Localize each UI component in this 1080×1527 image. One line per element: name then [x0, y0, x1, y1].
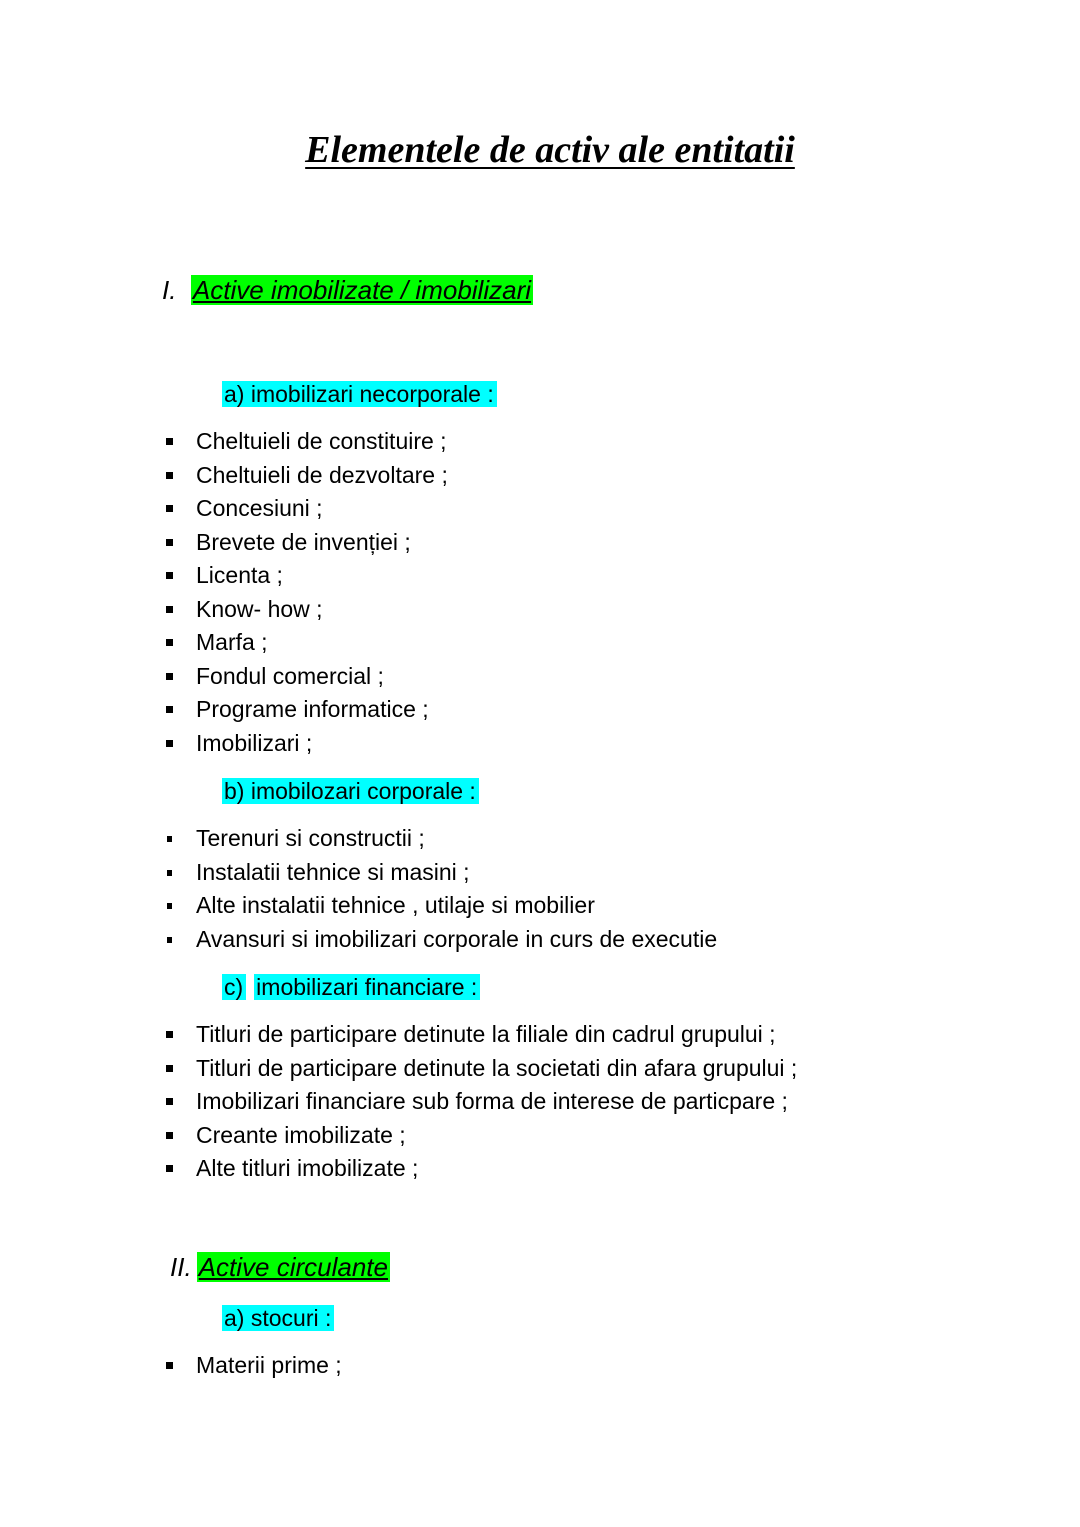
- list-item: Titluri de participare detinute la filiale din cadrul grupului ;: [0, 1018, 797, 1052]
- item-list: [0, 425, 448, 760]
- list-item: Licenta ;: [0, 559, 448, 593]
- subsection-label: a) stocuri :: [222, 1303, 334, 1333]
- list-item: Cheltuieli de dezvoltare ;: [0, 459, 448, 493]
- section-title: Active circulante: [198, 1252, 388, 1282]
- list-item: Avansuri si imobilizari corporale in curs de executie: [0, 923, 717, 957]
- item-list: [0, 822, 717, 956]
- list-item: Imobilizari financiare sub forma de interese de particpare ;: [0, 1085, 797, 1119]
- subsection-label: c) imobilizari financiare :: [222, 972, 480, 1002]
- list-item: Fondul comercial ;: [0, 660, 448, 694]
- section-heading-1: [162, 272, 533, 308]
- list-item: Instalatii tehnice si masini ;: [0, 856, 717, 890]
- list-item: Programe informatice ;: [0, 693, 448, 727]
- list-item: Titluri de participare detinute la societati din afara grupului ;: [0, 1052, 797, 1086]
- list-item: Terenuri si constructii ;: [0, 822, 717, 856]
- list-item: Alte instalatii tehnice , utilaje si mobilier: [0, 889, 717, 923]
- section-title: Active imobilizate / imobilizari: [192, 275, 532, 305]
- list-item: Marfa ;: [0, 626, 448, 660]
- list-item: Creante imobilizate ;: [0, 1119, 797, 1153]
- page-title: Elementele de activ ale entitatii: [305, 129, 795, 171]
- list-item: Materii prime ;: [0, 1349, 342, 1383]
- section-heading-2: [170, 1249, 390, 1285]
- item-list: [0, 1018, 797, 1186]
- item-list: [0, 1349, 342, 1383]
- list-item: Know- how ;: [0, 593, 448, 627]
- list-item: Alte titluri imobilizate ;: [0, 1152, 797, 1186]
- section-numeral: II.: [170, 1252, 192, 1282]
- list-item: Imobilizari ;: [0, 727, 448, 761]
- list-item: Cheltuieli de constituire ;: [0, 425, 448, 459]
- list-item: Brevete de invenției ;: [0, 526, 448, 560]
- subsection-label: a) imobilizari necorporale :: [222, 379, 497, 409]
- list-item: Concesiuni ;: [0, 492, 448, 526]
- subsection-label: b) imobilozari corporale :: [222, 776, 479, 806]
- section-numeral: I.: [162, 275, 177, 305]
